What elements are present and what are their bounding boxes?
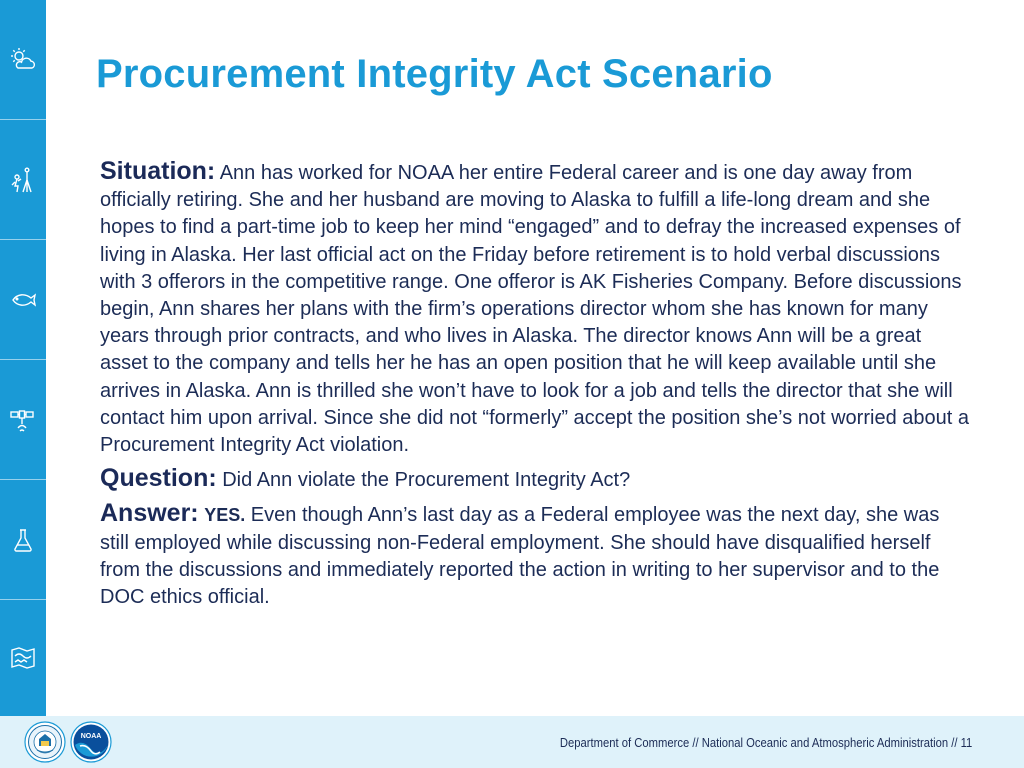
noaa-logo-text: NOAA: [80, 733, 102, 740]
sidebar-cell-weather-map: [0, 600, 46, 716]
fish-icon: [9, 286, 37, 314]
footer-bar: [0, 716, 1024, 768]
question-label: Question:: [100, 464, 217, 493]
question-paragraph: [100, 465, 970, 494]
situation-paragraph: [100, 158, 970, 459]
question-text: Did Ann violate the Procurement Integrity Act?: [222, 469, 631, 492]
answer-label: Answer:: [100, 499, 199, 528]
answer-text: Even though Ann’s last day as a Federal employee was the next day, she was still employed while discussing non-Federal employment. She should have disqualified herself from the discussions and immediately reported the action in writing to her supervisor and to the DOC ethics official.: [100, 504, 940, 609]
situation-label: Situation:: [100, 157, 216, 185]
answer-yes: YES.: [204, 505, 246, 526]
sidebar-cell-fish: [0, 240, 46, 360]
page-title: Procurement Integrity Act Scenario: [96, 52, 773, 96]
sidebar-cell-satellite: [0, 360, 46, 480]
weather-map-icon: [9, 644, 37, 672]
answer-paragraph: [100, 500, 970, 611]
satellite-icon: [9, 406, 37, 434]
flask-icon: [9, 526, 37, 554]
sidebar-cell-weather: [0, 0, 46, 120]
sidebar: [0, 0, 46, 716]
situation-text: Ann has worked for NOAA her entire Federal career and is one day away from officially retiring. She and her husband are moving to Alaska to fulfill a life-long dream and she hopes to find a part-time job to keep her mind “engaged” and to defray the increased expenses of living in Alaska. Her last official act on the Friday before retirement is to hold verbal discussions with 3 offerors in the competitive range. One offeror is AK Fisheries Company. Before discussions begin, Ann shares her plans with the firm’s operations director whom she has known for many years through prior contracts, and who lives in Alaska. The director knows Ann will be a great asset to the company and tells her he has an open position that he will keep available until she arrives in Alaska. Ann is thrilled she won’t have to look for a job and tells the director that she will contact him upon arrival. Since she did not “formerly” accept the position she’s not worried about a Procurement Integrity Act violation.: [100, 162, 969, 457]
footer-text: Department of Commerce // National Oceanic and Atmospheric Administration // 11: [559, 736, 972, 750]
noaa-logo: [70, 721, 112, 763]
scenario-content: [100, 158, 970, 617]
sun-cloud-icon: [9, 46, 37, 74]
sidebar-cell-survey: [0, 120, 46, 240]
surveyor-icon: [9, 166, 37, 194]
doc-seal-logo: [24, 721, 66, 763]
sidebar-cell-flask: [0, 480, 46, 600]
